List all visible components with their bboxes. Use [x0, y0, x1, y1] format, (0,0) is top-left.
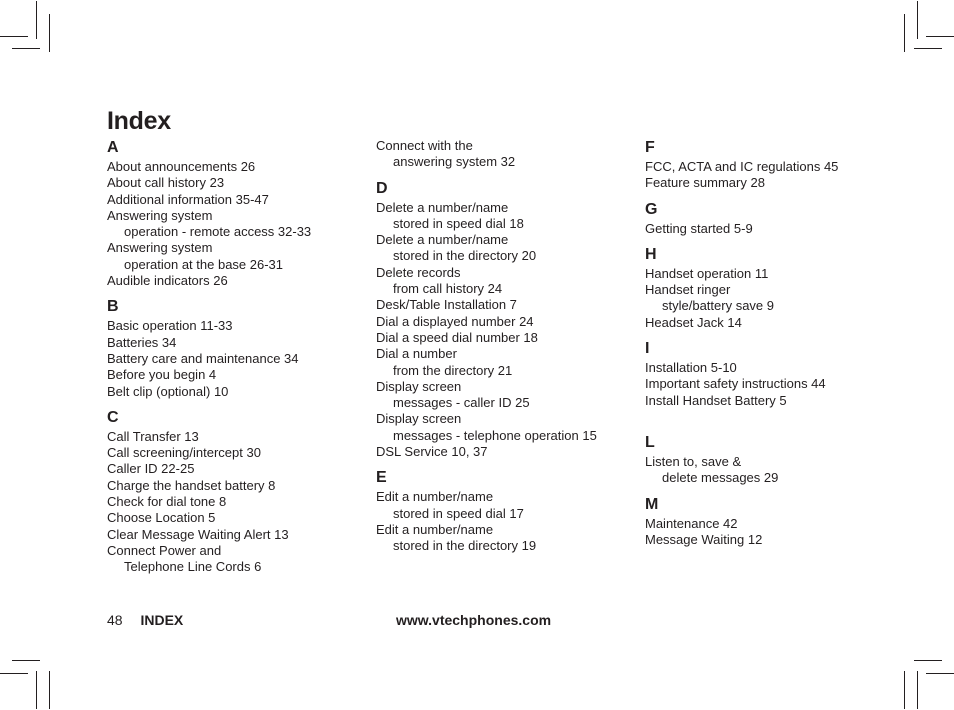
page-number: 48 [107, 612, 123, 628]
entry-text: Delete a number/name [376, 232, 509, 248]
entry-subtext: operation - remote access 32-33 [124, 224, 312, 240]
section-letter: E [376, 469, 387, 487]
index-entry [376, 522, 636, 555]
entry-text: Call Transfer 13 [107, 428, 199, 444]
index-entry [107, 527, 357, 543]
section-letter: D [376, 179, 388, 197]
entry-subtext: style/battery save 9 [662, 298, 774, 314]
entry-text: About announcements 26 [107, 159, 256, 174]
website-url: www.vtechphones.com [396, 612, 552, 628]
index-entry [107, 384, 357, 400]
entry-text: Belt clip (optional) 10 [107, 383, 229, 399]
crop-mark [917, 1, 918, 39]
entry-text: Desk/Table Installation 7 [376, 297, 517, 313]
index-entry [107, 318, 357, 334]
crop-mark [917, 671, 918, 709]
index-entry [107, 461, 357, 477]
index-entry [107, 159, 357, 175]
entry-text: About call history 23 [107, 175, 225, 191]
index-entry [376, 265, 636, 298]
entry-subtext: stored in the directory 20 [393, 248, 537, 264]
index-entry [107, 429, 357, 445]
section-letter: L [645, 433, 655, 451]
entry-text: Caller ID 22-25 [107, 461, 195, 477]
section-letter: M [645, 495, 659, 513]
index-entry [376, 200, 636, 233]
entry-text: Charge the handset battery 8 [107, 477, 276, 493]
crop-mark [914, 48, 942, 49]
entry-text: Dial a displayed number 24 [376, 313, 534, 329]
entry-text: Connect Power and [107, 542, 222, 558]
entry-text: Connect with the [376, 138, 473, 153]
entry-text: FCC, ACTA and IC regulations 45 [645, 159, 839, 174]
entry-text: Getting started 5-9 [645, 220, 753, 236]
index-entry [107, 208, 357, 241]
entry-text: Basic operation 11-33 [107, 318, 233, 334]
entry-text: Display screen [376, 411, 462, 427]
index-entry [645, 175, 905, 191]
entry-text: Feature summary 28 [645, 175, 765, 191]
entry-text: Batteries 34 [107, 334, 177, 350]
entry-text: Delete records [376, 264, 461, 280]
page-title: Index [107, 107, 171, 135]
entry-subtext: messages - caller ID 25 [393, 395, 530, 411]
entry-text: Delete a number/name [376, 199, 509, 215]
entry-text: Install Handset Battery 5 [645, 392, 787, 408]
index-entry [645, 532, 905, 548]
index-entry [376, 138, 636, 171]
index-entry [376, 297, 636, 313]
entry-subtext: stored in speed dial 18 [393, 215, 524, 231]
index-entry [107, 510, 357, 526]
index-entry [107, 240, 357, 273]
section-letter: C [107, 408, 119, 426]
entry-subtext: operation at the base 26-31 [124, 256, 284, 272]
entry-text: Headset Jack 14 [645, 314, 742, 330]
entry-text: Answering system [107, 207, 213, 223]
crop-mark [904, 14, 905, 52]
crop-mark [49, 671, 50, 709]
entry-subtext: answering system 32 [393, 154, 516, 170]
entry-subtext: messages - telephone operation 15 [393, 427, 597, 443]
entry-text: Audible indicators 26 [107, 273, 228, 289]
entry-subtext: stored in the directory 19 [393, 538, 537, 554]
page-footer [107, 611, 183, 629]
index-entry [645, 376, 905, 392]
entry-text: Edit a number/name [376, 521, 494, 537]
entry-subtext: stored in speed dial 17 [393, 505, 524, 521]
entry-text: Choose Location 5 [107, 510, 216, 526]
entry-subtext: delete messages 29 [662, 470, 779, 486]
entry-text: Clear Message Waiting Alert 13 [107, 526, 289, 542]
section-letter: F [645, 139, 655, 156]
index-column-3 [645, 138, 905, 548]
crop-mark [914, 660, 942, 661]
entry-text: Answering system [107, 240, 213, 256]
index-entry [645, 315, 905, 331]
section-letter: I [645, 340, 650, 358]
crop-mark [12, 660, 40, 661]
crop-mark [926, 36, 954, 37]
index-entry [107, 335, 357, 351]
entry-text: DSL Service 10, 37 [376, 444, 488, 460]
index-column-2 [376, 138, 636, 555]
section-letter: H [645, 245, 657, 263]
entry-subtext: from call history 24 [393, 281, 503, 297]
entry-text: Call screening/intercept 30 [107, 445, 261, 461]
index-entry [376, 346, 636, 379]
index-entry [107, 445, 357, 461]
index-entry [645, 221, 905, 237]
index-entry [107, 175, 357, 191]
index-entry [645, 282, 905, 315]
index-entry [107, 543, 357, 576]
index-entry [376, 330, 636, 346]
index-entry [376, 411, 636, 444]
section-letter: B [107, 298, 119, 316]
entry-text: Dial a speed dial number 18 [376, 329, 538, 345]
index-entry [376, 232, 636, 265]
crop-mark [904, 671, 905, 709]
entry-text: Battery care and maintenance 34 [107, 350, 299, 366]
index-entry [376, 444, 636, 460]
section-label: INDEX [140, 612, 184, 628]
entry-text: Handset ringer [645, 282, 731, 298]
index-entry [376, 314, 636, 330]
index-entry [645, 266, 905, 282]
crop-mark [0, 36, 28, 37]
index-entry [107, 367, 357, 383]
entry-text: Check for dial tone 8 [107, 494, 227, 510]
entry-text: Display screen [376, 378, 462, 394]
index-entry [107, 478, 357, 494]
entry-text: Handset operation 11 [645, 265, 769, 281]
entry-text: Maintenance 42 [645, 515, 738, 531]
index-entry [645, 360, 905, 376]
entry-text: Before you begin 4 [107, 367, 217, 383]
crop-mark [49, 14, 50, 52]
index-entry [645, 454, 905, 487]
entry-subtext: from the directory 21 [393, 362, 513, 378]
crop-mark [36, 671, 37, 709]
crop-mark [36, 1, 37, 39]
index-entry [376, 379, 636, 412]
entry-text: Dial a number [376, 346, 457, 362]
section-letter: G [645, 200, 658, 218]
index-entry [645, 516, 905, 532]
entry-text: Important safety instructions 44 [645, 376, 826, 392]
index-entry [107, 192, 357, 208]
index-entry [107, 351, 357, 367]
entry-text: Message Waiting 12 [645, 531, 763, 547]
index-entry [107, 494, 357, 510]
crop-mark [926, 673, 954, 674]
crop-mark [12, 48, 40, 49]
index-entry [376, 489, 636, 522]
index-entry [107, 273, 357, 289]
section-letter: A [107, 139, 119, 156]
entry-subtext: Telephone Line Cords 6 [124, 559, 262, 575]
entry-text: Installation 5-10 [645, 360, 737, 376]
index-column-1 [107, 138, 357, 576]
entry-text: Listen to, save & [645, 453, 742, 469]
entry-text: Edit a number/name [376, 489, 494, 505]
index-entry [645, 159, 905, 175]
entry-text: Additional information 35-47 [107, 191, 269, 207]
crop-mark [0, 673, 28, 674]
index-entry [645, 393, 905, 409]
